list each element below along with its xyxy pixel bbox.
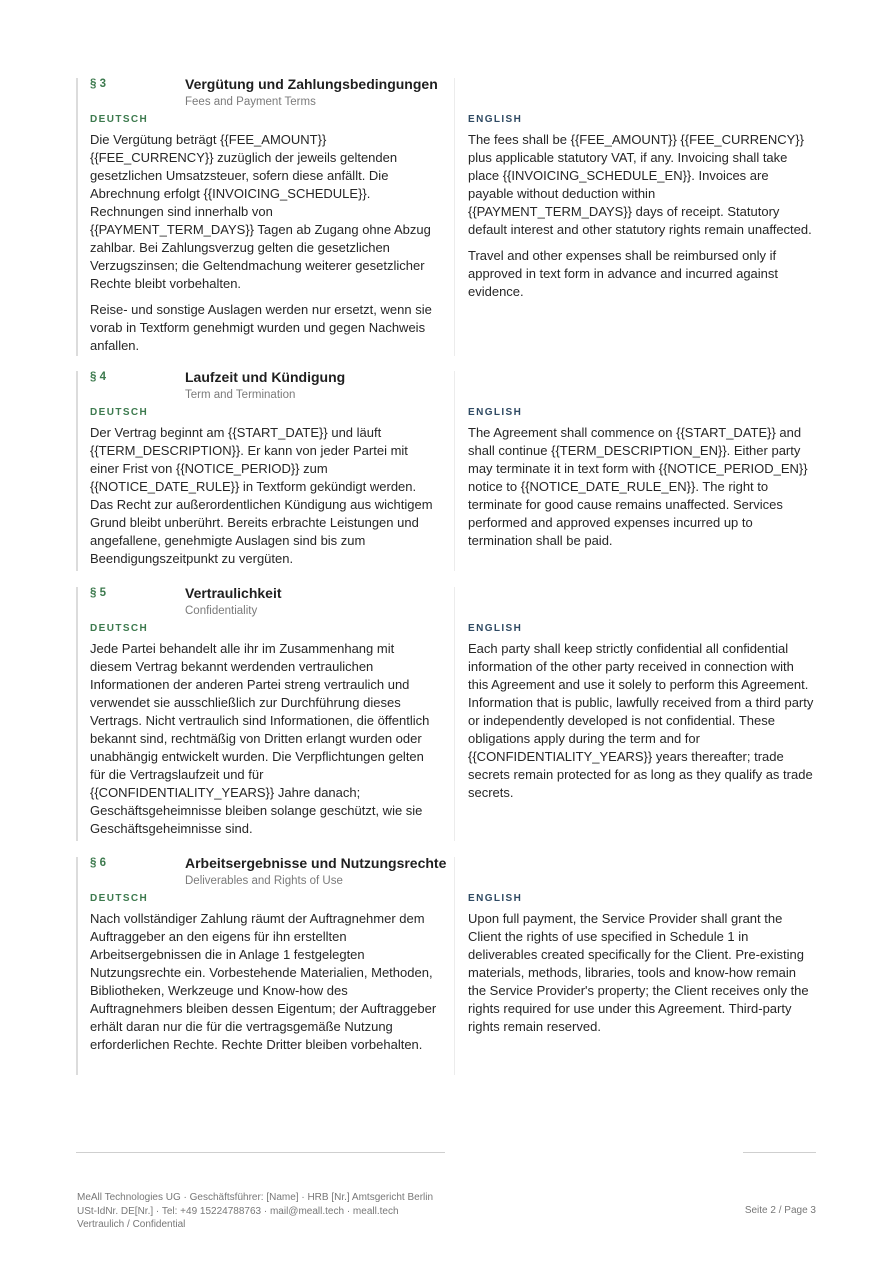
paragraph: Die Vergütung beträgt {{FEE_AMOUNT}} {{FEE_CURRENCY}} zuzüglich der jeweils geltenden gesetzlichen Umsatzsteuer, sofern diese anfällt. Die Abrechnung erfolgt {{INVOICING_SCHEDULE}}. Rechnungen sind innerhalb von {{PAYMENT_TERM_DAYS}} Tagen ab Zugang ohne Abzug zahlbar. Bei Zahlungsverzug gelten die gesetzlichen Verzugszinsen; die Geltendmachung weiterer gesetzlicher Rechte bleibt vorbehalten.: [90, 132, 431, 291]
english-label: ENGLISH: [468, 623, 523, 634]
column-divider: [454, 78, 455, 356]
german-label: DEUTSCH: [90, 114, 149, 125]
section-5: [76, 587, 816, 841]
section-subtitle: Confidentiality: [185, 605, 258, 617]
footer-divider-left: [76, 1152, 445, 1153]
english-text: [468, 424, 816, 558]
section-subtitle: Fees and Payment Terms: [185, 96, 316, 108]
english-text: [468, 640, 816, 810]
column-divider: [454, 587, 455, 841]
section-number: § 5: [90, 587, 106, 599]
page-number: Seite 2 / Page 3: [744, 1205, 816, 1216]
footer-line: USt-IdNr. DE[Nr.] · Tel: +49 15224788763 · mail@meall.tech · meall.tech: [77, 1205, 399, 1217]
paragraph: Each party shall keep strictly confidential all confidential information of the other party received in connection with this Agreement and use it solely to perform this Agreement. Information that is public, lawfully received from a third party or independently developed is not confidential. These obligations apply during the term and for {{CONFIDENTIALITY_YEARS}} years thereafter; trade secrets remain protected for as long as they qualify as trade secrets.: [468, 641, 814, 800]
footer-company-info: [77, 1191, 497, 1232]
german-label: DEUTSCH: [90, 893, 149, 904]
german-text: [90, 910, 438, 1062]
column-divider: [454, 857, 455, 1075]
german-text: [90, 131, 438, 363]
paragraph: Upon full payment, the Service Provider shall grant the Client the rights of use specified in Schedule 1 in deliverables created specifically for the Client. Pre-existing materials, methods, libraries, tools and know-how remain the Service Provider's property; the Client receives only the rights required for use under this Agreement. Third-party rights remain reserved.: [468, 911, 809, 1034]
german-text: [90, 424, 438, 576]
german-text: [90, 640, 438, 846]
section-number: § 3: [90, 78, 106, 90]
section-number: § 4: [90, 371, 106, 383]
paragraph: Travel and other expenses shall be reimbursed only if approved in text form in advance and incurred against evidence.: [468, 248, 779, 299]
paragraph: Jede Partei behandelt alle ihr im Zusammenhang mit diesem Vertrag bekannt werdenden vertraulichen Informationen der anderen Partei streng vertraulich und verwendet sie ausschließlich zur Durchführung dieses Vertrags. Nicht vertraulich sind Informationen, die öffentlich bekannt sind, rechtmäßig von Dritten erlangt wurden oder unabhängig entwickelt wurden. Die Verpflichtungen gelten für die Vertragslaufzeit und für {{CONFIDENTIALITY_YEARS}} Jahre danach; Geschäftsgeheimnisse bleiben solange geschützt, wie sie Geschäftsgeheimnisse sind.: [90, 641, 430, 836]
section-3: [76, 78, 816, 356]
section-title: Vertraulichkeit: [185, 585, 282, 601]
section-title: Vergütung und Zahlungsbedingungen: [185, 76, 438, 92]
section-subtitle: Term and Termination: [185, 389, 296, 401]
german-label: DEUTSCH: [90, 407, 149, 418]
paragraph: The fees shall be {{FEE_AMOUNT}} {{FEE_CURRENCY}} plus applicable statutory VAT, if any. Invoicing shall take place {{INVOICING_SCHEDULE_EN}}. Invoices are payable without deduction within {{PAYMENT_TERM_DAYS}} days of receipt. Statutory default interest and other statutory rights remain unaffected.: [468, 132, 812, 237]
section-number: § 6: [90, 857, 106, 869]
paragraph: Nach vollständiger Zahlung räumt der Auftragnehmer dem Auftraggeber an den eigens für ihn erstellten Arbeitsergebnissen die in Anlage 1 festgelegten Nutzungsrechte ein. Vorbestehende Materialien, Methoden, Bibliotheken, Werkzeuge und Know-how des Auftragnehmers bleiben dessen Eigentum; der Auftraggeber erhält daran nur die für die vertragsgemäße Nutzung erforderlichen Rechte. Rechte Dritter bleiben vorbehalten.: [90, 911, 437, 1052]
section-title: Laufzeit und Kündigung: [185, 369, 346, 385]
german-label: DEUTSCH: [90, 623, 149, 634]
english-text: [468, 131, 816, 309]
english-text: [468, 910, 816, 1044]
english-label: ENGLISH: [468, 893, 523, 904]
footer-line: MeAll Technologies UG · Geschäftsführer: [Name] · HRB [Nr.] Amtsgericht Berlin: [77, 1192, 434, 1203]
paragraph: Der Vertrag beginnt am {{START_DATE}} und läuft {{TERM_DESCRIPTION}}. Er kann von jeder Partei mit einer Frist von {{NOTICE_PERIOD}} zum {{NOTICE_DATE_RULE}} in Textform gekündigt werden. Das Recht zur außerordentlichen Kündigung aus wichtigem Grund bleibt unberührt. Bereits erbrachte Leistungen und angefallene, genehmigte Auslagen sind bis zum Beendigungszeitpunkt zu vergüten.: [90, 425, 433, 566]
english-label: ENGLISH: [468, 407, 523, 418]
section-4: [76, 371, 816, 571]
section-subtitle: Deliverables and Rights of Use: [185, 875, 343, 887]
paragraph: The Agreement shall commence on {{START_DATE}} and shall continue {{TERM_DESCRIPTION_EN}}. Either party may terminate it in text form with {{NOTICE_PERIOD_EN}} notice to {{NOTICE_DATE_RULE_EN}}. The right to terminate for good cause remains unaffected. Services performed and approved expenses incurred up to termination shall be paid.: [468, 425, 808, 548]
footer-line: Vertraulich / Confidential: [77, 1219, 186, 1230]
section-title: Arbeitsergebnisse und Nutzungsrechte: [185, 855, 447, 871]
english-label: ENGLISH: [468, 114, 523, 125]
section-6: [76, 857, 816, 1075]
column-divider: [454, 371, 455, 571]
paragraph: Reise- und sonstige Auslagen werden nur ersetzt, wenn sie vorab in Textform genehmigt wurden und gegen Nachweis anfallen.: [90, 302, 432, 353]
footer-divider-right: [743, 1152, 816, 1153]
